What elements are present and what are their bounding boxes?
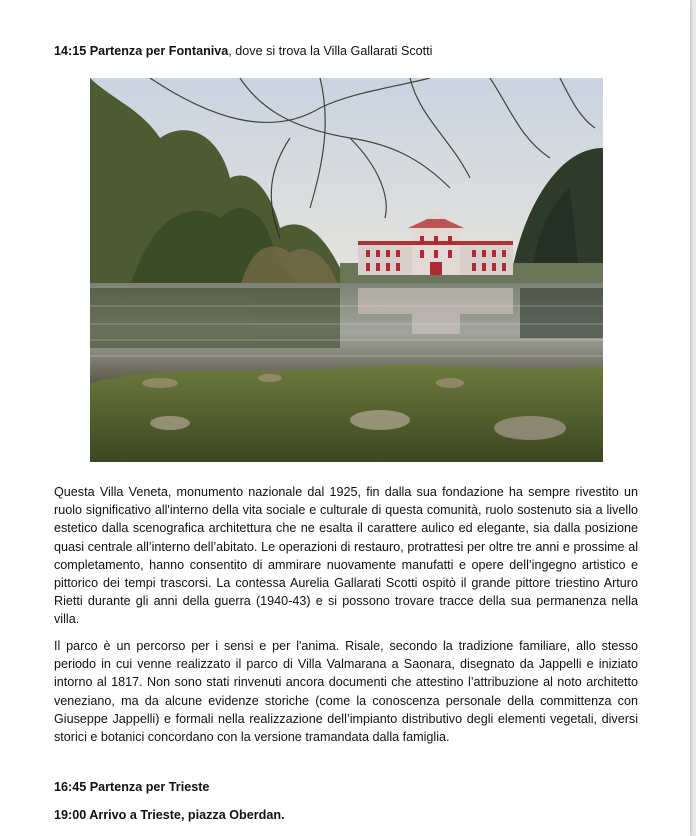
itinerary-item-fontaniva — [54, 43, 432, 59]
itinerary-item-trieste-departure: 16:45 Partenza per Trieste — [54, 780, 210, 794]
itinerary-time-title: 14:15 Partenza per Fontaniva — [54, 44, 229, 58]
itinerary-item-trieste-arrival: 19:00 Arrivo a Trieste, piazza Oberdan. — [54, 808, 285, 822]
paragraph-villa-history: Questa Villa Veneta, monumento nazionale dal 1925, fin dalla sua fondazione ha sempre rivestito un ruolo significativo all'interno della vita sociale e culturale di questa comunità, ruolo sostenuto sia a livello estetico dalla scenografica architettura che ne esalta il carattere aulico ed elegante, sia dalla posizione quasi centrale all’interno dell’abitato. Le operazioni di restauro, protrattesi per oltre tre anni e prossime al completamento, hanno consentito di ammirare nuovamente manufatti e opere dell’ingegno artistico e pittorico dei tempi trascorsi. La contessa Aurelia Gallarati Scotti ospitò il grande pittore triestino Arturo Rietti durante gli anni della guerra (1940-43) e si possono trovare tracce della sua permanenza nella villa. — [54, 485, 638, 627]
paragraph-park: Il parco è un percorso per i sensi e per l'anima. Risale, secondo la tradizione familiare, allo stesso periodo in cui venne realizzato il parco di Villa Valmarana a Saonara, disegnato da Jappelli e iniziato intorno al 1817. Non sono stati rinvenuti ancora documenti che attestino l’attribuzione al noto architetto veneziano, ma da alcune evidenze storiche (come la conoscenza personale della committenza con Giuseppe Jappelli) e formali nella realizzazione dell’impianto distributivo degli elementi vegetali, diversi storici e botanici concordano con la versione tramandata dalla famiglia. — [54, 639, 638, 745]
villa-photo — [90, 78, 603, 462]
itinerary-description: , dove si trova la Villa Gallarati Scotti — [228, 44, 433, 58]
